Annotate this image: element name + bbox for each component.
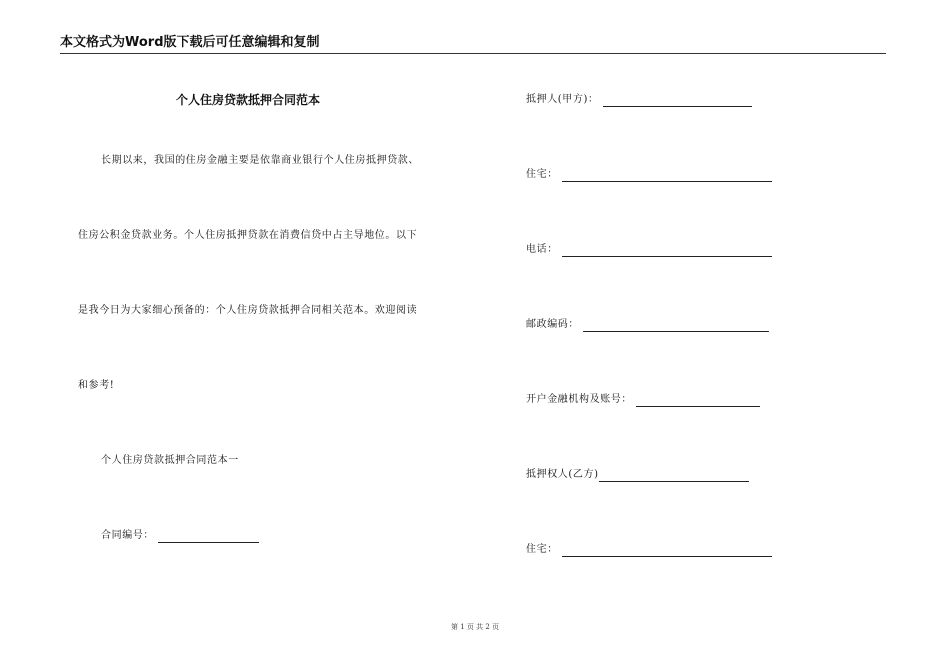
intro-line-4: 和参考! bbox=[78, 380, 115, 391]
form-field-mortgagee bbox=[526, 468, 749, 482]
form-field-address-b bbox=[526, 543, 772, 557]
form-field-blank[interactable] bbox=[599, 471, 749, 482]
intro-line-1: 长期以来，我国的住房金融主要是依靠商业银行个人住房抵押贷款、 bbox=[101, 155, 419, 166]
form-field-label: 抵押人(甲方)： bbox=[526, 94, 599, 105]
section-heading: 个人住房贷款抵押合同范本一 bbox=[101, 455, 239, 466]
form-field-blank[interactable] bbox=[636, 396, 760, 407]
page-indicator: 第 1 页 共 2 页 bbox=[450, 623, 500, 631]
page-header bbox=[60, 35, 886, 54]
form-field-address-a bbox=[526, 168, 772, 182]
contract-number-blank[interactable] bbox=[158, 532, 259, 543]
form-field-label: 开户金融机构及账号： bbox=[526, 394, 632, 405]
contract-number-field bbox=[101, 529, 259, 543]
intro-line-2: 住房公积金贷款业务。个人住房抵押贷款在消费信贷中占主导地位。以下 bbox=[78, 230, 418, 241]
form-field-label: 电话： bbox=[526, 244, 558, 255]
contract-number-label: 合同编号： bbox=[101, 530, 154, 541]
form-field-postcode bbox=[526, 318, 769, 332]
form-field-blank[interactable] bbox=[583, 321, 769, 332]
form-field-phone bbox=[526, 243, 772, 257]
document-title: 个人住房贷款抵押合同范本 bbox=[176, 93, 321, 107]
form-field-label: 住宅： bbox=[526, 169, 558, 180]
intro-line-3: 是我今日为大家细心预备的：个人住房贷款抵押合同相关范本。欢迎阅读 bbox=[78, 305, 418, 316]
form-field-blank[interactable] bbox=[562, 546, 772, 557]
form-field-mortgagor bbox=[526, 93, 752, 107]
form-field-blank[interactable] bbox=[562, 171, 772, 182]
form-field-blank[interactable] bbox=[603, 96, 752, 107]
form-field-label: 邮政编码： bbox=[526, 319, 579, 330]
form-field-blank[interactable] bbox=[562, 246, 772, 257]
form-field-label: 抵押权人(乙方) bbox=[526, 469, 599, 480]
header-text: 本文格式为Word版下载后可任意编辑和复制 bbox=[60, 35, 320, 50]
form-field-bank-account bbox=[526, 393, 760, 407]
form-field-label: 住宅： bbox=[526, 544, 558, 555]
